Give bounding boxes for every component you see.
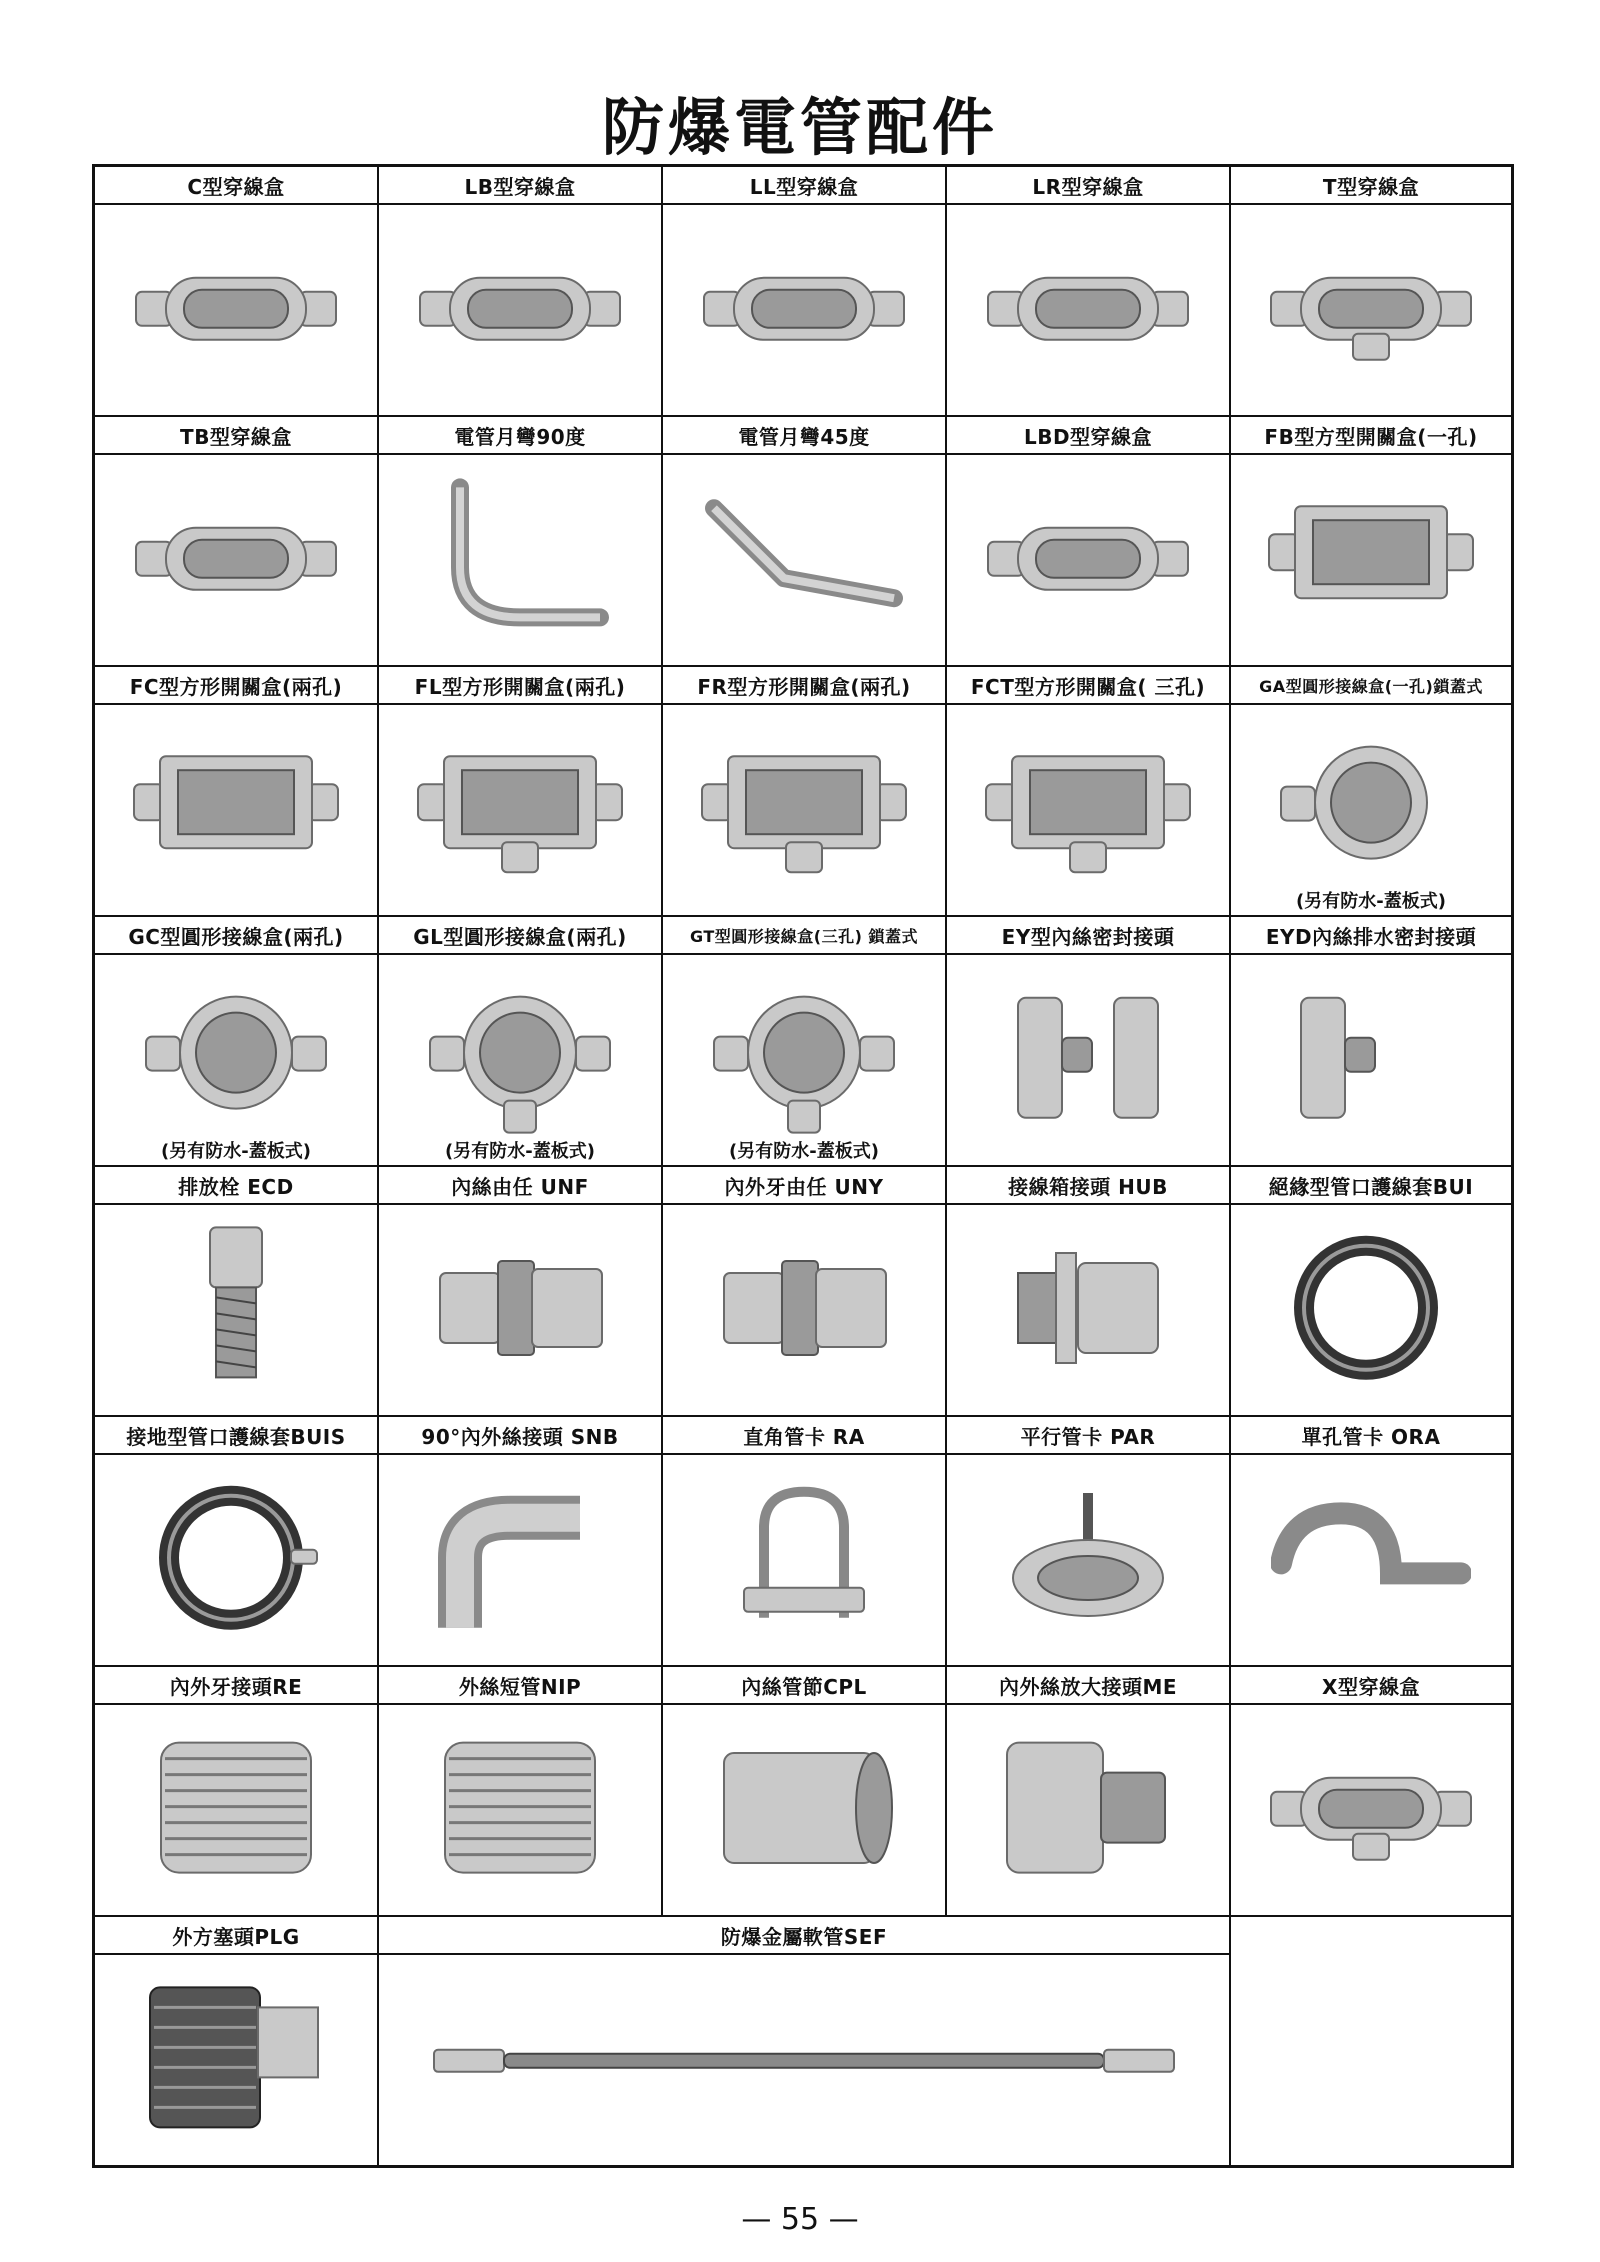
product-label: EYD內絲排水密封接頭	[1231, 917, 1511, 955]
flexible-hose-icon	[379, 1955, 1229, 2165]
round-box-icon	[1231, 705, 1511, 917]
conduit-body-icon	[95, 455, 377, 667]
product-label: 外絲短管NIP	[379, 1667, 661, 1705]
strap-icon	[1231, 1455, 1511, 1667]
switch-box-icon	[95, 705, 377, 917]
product-label: 絕緣型管口護線套BUI	[1231, 1167, 1511, 1205]
product-cell	[663, 167, 947, 417]
product-note: (另有防水-蓋板式)	[161, 1141, 311, 1162]
product-cell	[947, 1417, 1231, 1667]
conduit-body-icon	[947, 455, 1229, 667]
product-label: LR型穿線盒	[947, 167, 1229, 205]
product-label: 內外牙接頭RE	[95, 1667, 377, 1705]
product-label: 排放栓 ECD	[95, 1167, 377, 1205]
street-elbow-icon	[379, 1455, 661, 1667]
clamp-icon	[663, 1455, 945, 1667]
threaded-fitting-icon	[379, 1705, 661, 1917]
product-cell	[95, 1417, 379, 1667]
elbow-pipe-icon	[663, 455, 945, 667]
product-label: GL型圓形接線盒(兩孔)	[379, 917, 661, 955]
product-cell	[947, 167, 1231, 417]
product-label: 外方塞頭PLG	[95, 1917, 377, 1955]
product-label: FCT型方形開關盒( 三孔)	[947, 667, 1229, 705]
conduit-body-icon	[1231, 1705, 1511, 1917]
product-cell	[95, 917, 379, 1167]
round-box-icon	[379, 955, 661, 1167]
plug-icon	[95, 1955, 377, 2165]
catalog-grid	[92, 164, 1514, 2168]
product-note: (另有防水-蓋板式)	[729, 1141, 879, 1162]
product-cell	[379, 1917, 1231, 2165]
product-label: T型穿線盒	[1231, 167, 1511, 205]
product-label: FL型方形開關盒(兩孔)	[379, 667, 661, 705]
product-cell	[379, 667, 663, 917]
conduit-body-icon	[379, 205, 661, 417]
product-cell	[947, 1167, 1231, 1417]
product-label: 單孔管卡 ORA	[1231, 1417, 1511, 1455]
switch-box-icon	[947, 705, 1229, 917]
product-cell	[379, 1667, 663, 1917]
product-label: TB型穿線盒	[95, 417, 377, 455]
product-label: FC型方形開關盒(兩孔)	[95, 667, 377, 705]
product-cell	[663, 667, 947, 917]
product-cell	[379, 917, 663, 1167]
product-cell	[95, 1917, 379, 2165]
drain-plug-icon	[95, 1205, 377, 1417]
product-cell	[663, 1667, 947, 1917]
product-cell	[95, 1667, 379, 1917]
product-cell	[947, 417, 1231, 667]
product-label: 電管月彎45度	[663, 417, 945, 455]
bushing-ring-icon	[1231, 1205, 1511, 1417]
product-label: 內絲管節CPL	[663, 1667, 945, 1705]
product-label: GA型圓形接線盒(一孔)鎖蓋式	[1231, 667, 1511, 705]
product-cell	[379, 417, 663, 667]
page-title: 防爆電管配件	[601, 91, 998, 164]
product-cell	[1231, 1167, 1511, 1417]
empty-cell	[1231, 1917, 1511, 2165]
round-box-icon	[95, 955, 377, 1167]
seal-fitting-icon	[947, 955, 1229, 1167]
product-label: GT型圓形接線盒(三孔) 鎖蓋式	[663, 917, 945, 955]
product-label: 平行管卡 PAR	[947, 1417, 1229, 1455]
product-cell	[95, 167, 379, 417]
switch-box-icon	[379, 705, 661, 917]
product-note: (另有防水-蓋板式)	[1296, 891, 1446, 912]
product-cell	[663, 1167, 947, 1417]
product-cell	[663, 1417, 947, 1667]
product-label: 接線箱接頭 HUB	[947, 1167, 1229, 1205]
product-cell	[947, 917, 1231, 1167]
product-label: C型穿線盒	[95, 167, 377, 205]
clamp-icon	[947, 1455, 1229, 1667]
switch-box-icon	[1231, 455, 1511, 667]
page-number: — 55 —	[741, 2202, 859, 2237]
product-cell	[947, 1667, 1231, 1917]
hub-icon	[947, 1205, 1229, 1417]
product-cell	[95, 667, 379, 917]
product-cell	[1231, 917, 1511, 1167]
product-cell	[379, 167, 663, 417]
product-cell	[95, 417, 379, 667]
reducer-icon	[947, 1705, 1229, 1917]
conduit-body-icon	[95, 205, 377, 417]
bushing-ring-icon	[95, 1455, 377, 1667]
product-cell	[947, 667, 1231, 917]
seal-fitting-icon	[1231, 955, 1511, 1167]
product-cell	[1231, 417, 1511, 667]
product-cell	[663, 917, 947, 1167]
product-label: 內外絲放大接頭ME	[947, 1667, 1229, 1705]
product-label: X型穿線盒	[1231, 1667, 1511, 1705]
product-label: GC型圓形接線盒(兩孔)	[95, 917, 377, 955]
product-label: 電管月彎90度	[379, 417, 661, 455]
product-label: FB型方型開關盒(一孔)	[1231, 417, 1511, 455]
round-box-icon	[663, 955, 945, 1167]
product-label: FR型方形開關盒(兩孔)	[663, 667, 945, 705]
product-label: 內絲由任 UNF	[379, 1167, 661, 1205]
product-label: 直角管卡 RA	[663, 1417, 945, 1455]
threaded-fitting-icon	[95, 1705, 377, 1917]
product-label: 防爆金屬軟管SEF	[379, 1917, 1229, 1955]
product-cell	[1231, 1667, 1511, 1917]
product-cell	[379, 1167, 663, 1417]
product-cell	[1231, 667, 1511, 917]
product-cell	[663, 417, 947, 667]
product-label: LBD型穿線盒	[947, 417, 1229, 455]
conduit-body-icon	[1231, 205, 1511, 417]
conduit-body-icon	[663, 205, 945, 417]
product-cell	[379, 1417, 663, 1667]
product-cell	[95, 1167, 379, 1417]
union-icon	[663, 1205, 945, 1417]
product-label: 接地型管口護線套BUIS	[95, 1417, 377, 1455]
elbow-pipe-icon	[379, 455, 661, 667]
product-cell	[1231, 167, 1511, 417]
switch-box-icon	[663, 705, 945, 917]
product-label: LB型穿線盒	[379, 167, 661, 205]
union-icon	[379, 1205, 661, 1417]
product-cell	[1231, 1417, 1511, 1667]
conduit-body-icon	[947, 205, 1229, 417]
product-label: LL型穿線盒	[663, 167, 945, 205]
product-note: (另有防水-蓋板式)	[445, 1141, 595, 1162]
coupling-icon	[663, 1705, 945, 1917]
product-label: EY型內絲密封接頭	[947, 917, 1229, 955]
product-label: 內外牙由任 UNY	[663, 1167, 945, 1205]
product-label: 90°內外絲接頭 SNB	[379, 1417, 661, 1455]
